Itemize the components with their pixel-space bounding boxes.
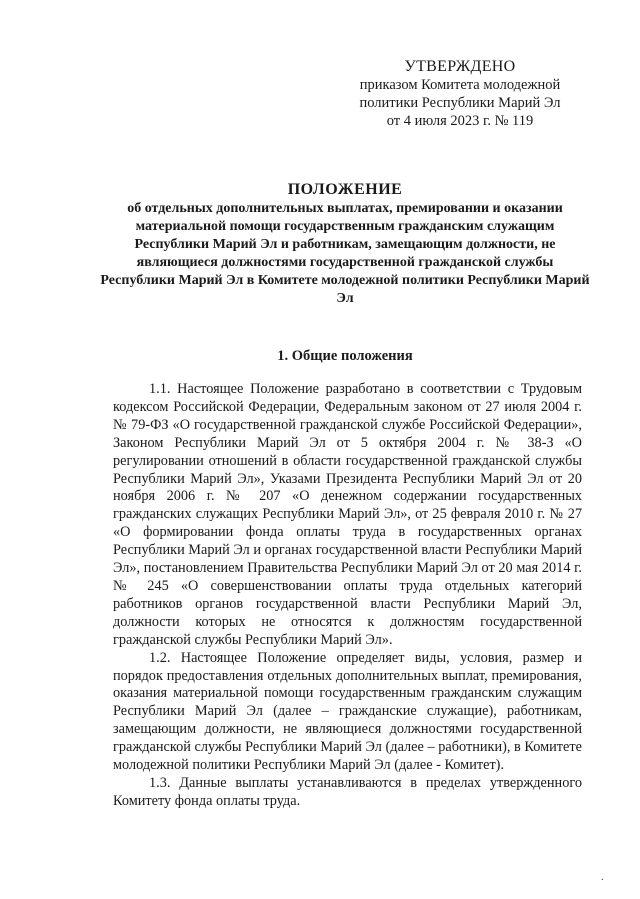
approval-stamp	[340, 58, 580, 130]
approval-line-1: приказом Комитета молодежной	[359, 77, 561, 93]
document-subtitle: об отдельных дополнительных выплатах, премировании и оказании материальной помощи государственным гражданским служащим Республики Марий Эл и работникам, замещающим должности, не являющиеся должностями государственной гражданской службы Республики Марий Эл в Комитете молодежной политики Республики Марий Эл	[100, 201, 590, 306]
paragraph-1-2: 1.2. Настоящее Положение определяет виды, условия, размер и порядок предоставления отдельных дополнительных выплат, премирования, оказания материальной помощи государственным гражданским служащим Республики Марий Эл (далее – гражданские служащие), работникам, замещающим должности, не являющиеся должностями государственной гражданской службы Республики Марий Эл (далее – работники), в Комитете молодежной политики Республики Марий Эл (далее - Комитет).	[113, 649, 582, 774]
paragraph-1-3: 1.3. Данные выплаты устанавливаются в пределах утвержденного Комитету фонда оплаты труда.	[113, 774, 582, 809]
section-body	[113, 381, 582, 811]
document-title: ПОЛОЖЕНИЕ	[287, 181, 403, 198]
approval-line-3: от 4 июля 2023 г. № 119	[386, 113, 534, 129]
approval-title: УТВЕРЖДЕНО	[404, 58, 516, 75]
paragraph-1-1: 1.1. Настоящее Положение разработано в соответствии с Трудовым кодексом Российской Федерации, Федеральным законом от 27 июля 2004 г. № 79-ФЗ «О государственной гражданской службе Российской Федерации», Законом Республики Марий Эл от 5 октября 2004 г. № 38-З «О регулировании отношений в области государственной гражданской службы Республики Марий Эл», Указами Президента Республики Марий Эл от 20 ноября 2006 г. № 207 «О денежном содержании государственных гражданских служащих Республики Марий Эл», от 25 февраля 2010 г. № 27 «О формировании фонда оплаты труда в государственных органах Республики Марий Эл и органах государственной власти Республики Марий Эл», постановлением Правительства Республики Марий Эл от 20 мая 2014 г. № 245 «О совершенствовании оплаты труда отдельных категорий работников органов государственной власти Республики Марий Эл, должности которых не относятся к должностям государственной гражданской службы Республики Марий Эл».	[113, 381, 582, 648]
approval-line-2: политики Республики Марий Эл	[359, 95, 561, 111]
document-title-block	[100, 180, 590, 308]
section-heading: 1. Общие положения	[277, 348, 413, 364]
page-mark: .	[601, 872, 604, 883]
